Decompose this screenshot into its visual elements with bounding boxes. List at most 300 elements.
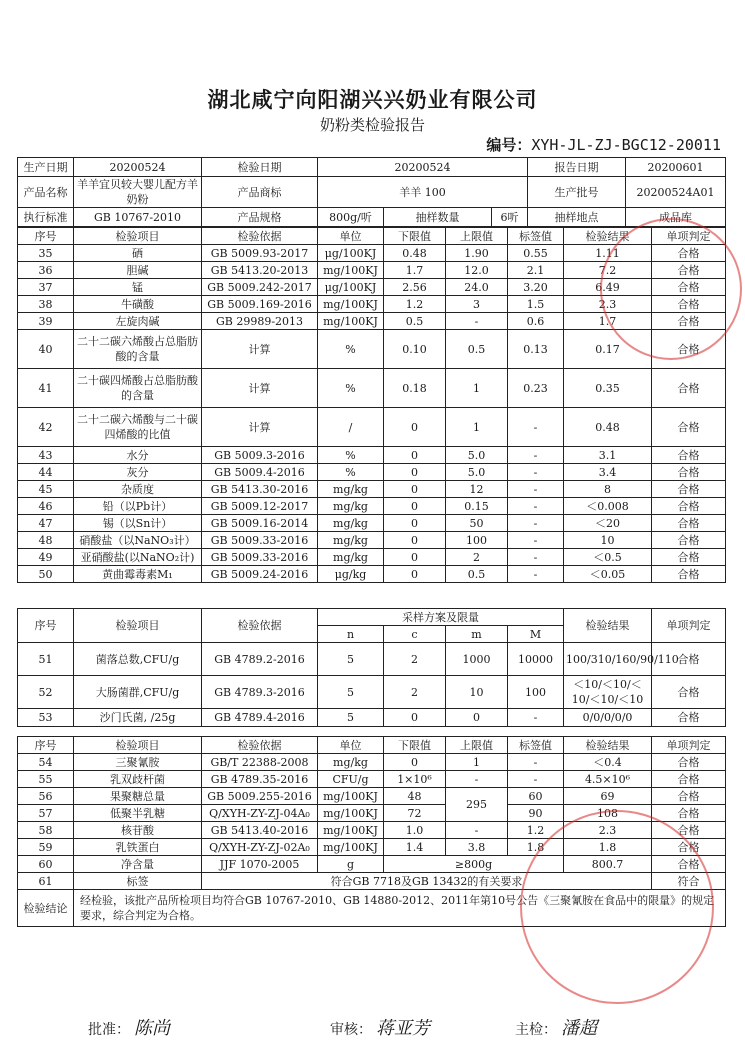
column-header: 上限值: [446, 737, 508, 754]
table-cell: 合格: [652, 330, 726, 369]
table-cell: 1: [446, 754, 508, 771]
inspect-label: 主检：: [515, 1022, 557, 1038]
table-cell: 1.0: [384, 822, 446, 839]
table-cell: 乳双歧杆菌: [74, 771, 202, 788]
table-cell: 0.13: [508, 330, 564, 369]
table-cell: 40: [18, 330, 74, 369]
column-header: 检验项目: [74, 228, 202, 245]
table-cell: 59: [18, 839, 74, 856]
table-cell: 2: [446, 549, 508, 566]
table-cell: 1: [446, 408, 508, 447]
table-cell: 38: [18, 296, 74, 313]
table-cell: 1.2: [508, 822, 564, 839]
table-cell: 硝酸盐（以NaNO₃计）: [74, 532, 202, 549]
table-cell: GB 5009.169-2016: [202, 296, 318, 313]
table-cell: 42: [18, 408, 74, 447]
table-cell: -: [508, 408, 564, 447]
table-cell: 5.0: [446, 447, 508, 464]
table-cell: GB 5009.33-2016: [202, 532, 318, 549]
table-row: [18, 447, 726, 464]
table-cell: 0.48: [564, 408, 652, 447]
table-cell: 杂质度: [74, 481, 202, 498]
table-cell: 计算: [202, 408, 318, 447]
table-cell: 0: [384, 532, 446, 549]
table-cell: 低聚半乳糖: [74, 805, 202, 822]
report-title: 奶粉类检验报告: [319, 116, 425, 134]
table-cell: GB/T 22388-2008: [202, 754, 318, 771]
table-cell: %: [318, 464, 384, 481]
table-cell: g: [318, 856, 384, 873]
table-cell: 2.3: [564, 822, 652, 839]
table-cell: 0.18: [384, 369, 446, 408]
info-row: [18, 177, 726, 208]
table-cell: 合格: [652, 549, 726, 566]
table-cell: GB 5009.12-2017: [202, 498, 318, 515]
table-row: [18, 566, 726, 583]
table-cell: 1000: [446, 643, 508, 676]
table-row: [18, 643, 726, 676]
table-cell: ＜20: [564, 515, 652, 532]
table-cell: GB 5009.93-2017: [202, 245, 318, 262]
column-subheader: n: [318, 626, 384, 643]
table-cell: 牛磺酸: [74, 296, 202, 313]
table-cell: 左旋肉碱: [74, 313, 202, 330]
company-title: 湖北咸宁向阳湖兴兴奶业有限公司: [207, 87, 538, 112]
conclusion-label: 检验结论: [18, 890, 74, 927]
table-cell: 3.8: [446, 839, 508, 856]
table-cell: mg/kg: [318, 481, 384, 498]
table-cell: 果聚糖总量: [74, 788, 202, 805]
table-cell: 57: [18, 805, 74, 822]
table-cell: 符合GB 7718及GB 13432的有关要求: [202, 873, 652, 890]
table-cell: 合格: [652, 788, 726, 805]
column-header: 单位: [318, 228, 384, 245]
table-cell: mg/kg: [318, 549, 384, 566]
table-cell: 45: [18, 481, 74, 498]
table-cell: GB 5413.40-2016: [202, 822, 318, 839]
table-cell: 1.7: [384, 262, 446, 279]
table-cell: 10: [564, 532, 652, 549]
table-cell: GB 4789.4-2016: [202, 709, 318, 727]
table-row: [18, 709, 726, 727]
table-cell: mg/100KJ: [318, 839, 384, 856]
table-row: [18, 515, 726, 532]
table-cell: 0: [384, 464, 446, 481]
table-cell: GB 5413.30-2016: [202, 481, 318, 498]
table-cell: 锡（以Sn计）: [74, 515, 202, 532]
info-label: 产品名称: [18, 177, 74, 208]
table-cell: 0.23: [508, 369, 564, 408]
info-label: 检验日期: [202, 158, 318, 177]
table-cell: 合格: [652, 566, 726, 583]
table-cell: 52: [18, 676, 74, 709]
column-header: 单位: [318, 737, 384, 754]
table-cell: 合格: [652, 515, 726, 532]
table-cell: μg/kg: [318, 566, 384, 583]
column-header: 序号: [18, 228, 74, 245]
table-cell: 50: [18, 566, 74, 583]
info-value: 羊羊宜贝较大婴儿配方羊奶粉: [74, 177, 202, 208]
table-cell: 41: [18, 369, 74, 408]
table-cell: 1.5: [508, 296, 564, 313]
table-cell: 合格: [652, 481, 726, 498]
table-cell: 水分: [74, 447, 202, 464]
table-cell: 100/310/160/90/110: [564, 643, 652, 676]
table-cell: -: [508, 566, 564, 583]
table-cell: 2.1: [508, 262, 564, 279]
table-cell: 菌落总数,CFU/g: [74, 643, 202, 676]
table-cell: 0.55: [508, 245, 564, 262]
table-row: [18, 771, 726, 788]
table-cell: 合格: [652, 856, 726, 873]
table-cell: 0: [384, 566, 446, 583]
table-cell: mg/100KJ: [318, 313, 384, 330]
table-cell: 合格: [652, 245, 726, 262]
table-cell: 1.8: [508, 839, 564, 856]
column-header: 单项判定: [652, 228, 726, 245]
table-cell: 锰: [74, 279, 202, 296]
table-cell: mg/kg: [318, 515, 384, 532]
column-header: 标签值: [508, 737, 564, 754]
table-cell: GB 5009.24-2016: [202, 566, 318, 583]
table-cell: ＜0.05: [564, 566, 652, 583]
info-label: 执行标准: [18, 208, 74, 227]
table-cell: 乳铁蛋白: [74, 839, 202, 856]
table-cell: 2.3: [564, 296, 652, 313]
table-cell: 合格: [652, 313, 726, 330]
table-row: [18, 549, 726, 566]
table-cell: 1.8: [564, 839, 652, 856]
table-cell: 合格: [652, 279, 726, 296]
table-cell: 0.6: [508, 313, 564, 330]
stamp-seal-top: [600, 218, 742, 360]
table-cell: ＜0.4: [564, 754, 652, 771]
table-cell: 0: [384, 498, 446, 515]
table-cell: 合格: [652, 839, 726, 856]
table-cell: 56: [18, 788, 74, 805]
table-cell: mg/100KJ: [318, 788, 384, 805]
table-cell: 90: [508, 805, 564, 822]
table-cell: 0: [446, 709, 508, 727]
table-cell: 49: [18, 549, 74, 566]
table-cell: 50: [446, 515, 508, 532]
info-value: GB 10767-2010: [74, 208, 202, 227]
table-cell: 58: [18, 822, 74, 839]
table-cell: 0.10: [384, 330, 446, 369]
table-cell: mg/100KJ: [318, 822, 384, 839]
info-label: 生产日期: [18, 158, 74, 177]
table-cell: 2: [384, 676, 446, 709]
table-cell: 1.7: [564, 313, 652, 330]
table-cell: 51: [18, 643, 74, 676]
table-cell: 1.2: [384, 296, 446, 313]
table-cell: Q/XYH-ZY-ZJ-04A₀: [202, 805, 318, 822]
column-header: 上限值: [446, 228, 508, 245]
table-cell: 合格: [652, 805, 726, 822]
table-cell: 硒: [74, 245, 202, 262]
table-cell: 48: [384, 788, 446, 805]
table-cell: -: [508, 447, 564, 464]
info-value: 成品库: [626, 208, 726, 227]
table-cell: -: [508, 498, 564, 515]
table-cell: GB 29989-2013: [202, 313, 318, 330]
table-cell: 800.7: [564, 856, 652, 873]
table-cell: 0: [384, 709, 446, 727]
inspect-name: 潘超: [561, 1018, 597, 1039]
table-cell: 12: [446, 481, 508, 498]
table-row: [18, 408, 726, 447]
column-subheader: c: [384, 626, 446, 643]
table-cell: GB 4789.2-2016: [202, 643, 318, 676]
inspector-signature: [515, 1014, 597, 1040]
table-cell: 1: [446, 369, 508, 408]
stamp-seal-bottom: [520, 810, 714, 1004]
table-cell: 0: [384, 754, 446, 771]
table-cell: %: [318, 330, 384, 369]
table-row: [18, 676, 726, 709]
info-value: 6听: [492, 208, 528, 227]
table-cell: ＜10/＜10/＜10/＜10/＜10: [564, 676, 652, 709]
table-cell: -: [508, 515, 564, 532]
table-cell: -: [508, 481, 564, 498]
info-label: 产品规格: [202, 208, 318, 227]
table-cell: GB 5009.242-2017: [202, 279, 318, 296]
column-header: 检验依据: [202, 228, 318, 245]
column-header: 下限值: [384, 228, 446, 245]
table-cell: 灰分: [74, 464, 202, 481]
table-cell: GB 5009.33-2016: [202, 549, 318, 566]
table-row: [18, 481, 726, 498]
table-cell: GB 5009.3-2016: [202, 447, 318, 464]
table-cell: -: [508, 549, 564, 566]
table-cell: 5: [318, 643, 384, 676]
table-cell: 二十碳四烯酸占总脂肪酸的含量: [74, 369, 202, 408]
column-header: 序号: [18, 609, 74, 643]
table-cell: -: [446, 822, 508, 839]
table-row: [18, 498, 726, 515]
table-cell: 0: [384, 515, 446, 532]
table-cell: 24.0: [446, 279, 508, 296]
table-cell: 54: [18, 754, 74, 771]
table-cell: 合格: [652, 643, 726, 676]
column-subheader: m: [446, 626, 508, 643]
table-cell: 46: [18, 498, 74, 515]
table-cell: 39: [18, 313, 74, 330]
table-cell: 1×10⁶: [384, 771, 446, 788]
table-cell: 61: [18, 873, 74, 890]
doc-number: [486, 134, 721, 155]
table-cell: mg/100KJ: [318, 296, 384, 313]
table-cell: 合格: [652, 447, 726, 464]
table-cell: GB 4789.3-2016: [202, 676, 318, 709]
column-header: 标签值: [508, 228, 564, 245]
table-cell: 4.5×10⁶: [564, 771, 652, 788]
table-cell: 12.0: [446, 262, 508, 279]
table-cell: 3.1: [564, 447, 652, 464]
table-cell: 69: [564, 788, 652, 805]
table-cell: μg/100KJ: [318, 245, 384, 262]
table-cell: GB 4789.35-2016: [202, 771, 318, 788]
table-cell: 10000: [508, 643, 564, 676]
table-cell: 53: [18, 709, 74, 727]
column-header: 采样方案及限量: [318, 609, 564, 626]
info-label: 抽样数量: [384, 208, 492, 227]
table-cell: 0.48: [384, 245, 446, 262]
table-cell: 沙门氏菌, /25g: [74, 709, 202, 727]
table-cell: 108: [564, 805, 652, 822]
table-cell: %: [318, 447, 384, 464]
reviewer-signature: [330, 1014, 430, 1040]
table-cell: 100: [508, 676, 564, 709]
table-cell: -: [508, 709, 564, 727]
table-cell: 3.4: [564, 464, 652, 481]
table-cell: 5: [318, 676, 384, 709]
table-cell: 三聚氰胺: [74, 754, 202, 771]
info-label: 报告日期: [528, 158, 626, 177]
table-cell: 60: [18, 856, 74, 873]
info-value: 20200601: [626, 158, 726, 177]
conclusion-text: 经检验，该批产品所检项目均符合GB 10767-2010、GB 14880-2012、2011年第10号公告《三聚氰胺在食品中的限量》的规定要求，综合判定为合格。: [74, 890, 726, 927]
table-cell: 黄曲霉毒素M₁: [74, 566, 202, 583]
table-header-row: [18, 737, 726, 754]
review-label: 审核：: [330, 1022, 372, 1038]
table-cell: 铅（以Pb计）: [74, 498, 202, 515]
table-cell: 0: [384, 481, 446, 498]
table-cell: -: [446, 771, 508, 788]
column-header: 下限值: [384, 737, 446, 754]
table-cell: 37: [18, 279, 74, 296]
info-value: 800g/听: [318, 208, 384, 227]
table-cell: 标签: [74, 873, 202, 890]
table-cell: 0: [384, 549, 446, 566]
table-cell: 60: [508, 788, 564, 805]
table-cell: 净含量: [74, 856, 202, 873]
doc-number-value: XYH-JL-ZJ-BGC12-20011: [531, 136, 721, 154]
table-cell: 合格: [652, 822, 726, 839]
table-cell: mg/kg: [318, 498, 384, 515]
info-value: 20200524: [74, 158, 202, 177]
column-header: 检验依据: [202, 609, 318, 643]
table-row: [18, 788, 726, 805]
table-cell: μg/100KJ: [318, 279, 384, 296]
column-header: 检验依据: [202, 737, 318, 754]
table-cell: mg/100KJ: [318, 805, 384, 822]
table-cell: 8: [564, 481, 652, 498]
table-cell: 55: [18, 771, 74, 788]
table-cell: -: [508, 464, 564, 481]
table-cell: mg/kg: [318, 754, 384, 771]
table-cell: 2: [384, 643, 446, 676]
table-cell: 47: [18, 515, 74, 532]
table-cell: 合格: [652, 262, 726, 279]
table-cell: -: [446, 313, 508, 330]
table-cell: ＜0.5: [564, 549, 652, 566]
results-table-micro: [17, 608, 726, 727]
table-row: [18, 532, 726, 549]
table-cell: 合格: [652, 676, 726, 709]
table-cell: GB 5413.20-2013: [202, 262, 318, 279]
table-cell: GB 5009.255-2016: [202, 788, 318, 805]
table-cell: 1.4: [384, 839, 446, 856]
table-cell: 100: [446, 532, 508, 549]
table-cell: 大肠菌群,CFU/g: [74, 676, 202, 709]
table-cell: 295: [446, 788, 508, 822]
table-cell: -: [508, 754, 564, 771]
table-cell: /: [318, 408, 384, 447]
column-subheader: M: [508, 626, 564, 643]
table-cell: 合格: [652, 532, 726, 549]
table-cell: 72: [384, 805, 446, 822]
table-cell: GB 5009.16-2014: [202, 515, 318, 532]
table-cell: 43: [18, 447, 74, 464]
table-cell: 0.5: [446, 330, 508, 369]
table-cell: 合格: [652, 498, 726, 515]
table-cell: 二十二碳六烯酸与二十碳四烯酸的比值: [74, 408, 202, 447]
table-cell: 35: [18, 245, 74, 262]
table-cell: CFU/g: [318, 771, 384, 788]
column-header: 检验结果: [564, 228, 652, 245]
table-cell: Q/XYH-ZY-ZJ-02A₀: [202, 839, 318, 856]
table-row: [18, 754, 726, 771]
table-cell: 0.35: [564, 369, 652, 408]
table-cell: ≥800g: [384, 856, 564, 873]
info-label: 产品商标: [202, 177, 318, 208]
info-value: 羊羊 100: [318, 177, 528, 208]
approve-label: 批准：: [88, 1022, 130, 1038]
table-cell: 5.0: [446, 464, 508, 481]
table-cell: 5: [318, 709, 384, 727]
table-cell: 3: [446, 296, 508, 313]
info-row: [18, 208, 726, 227]
table-cell: 合格: [652, 369, 726, 408]
table-cell: 2.56: [384, 279, 446, 296]
table-cell: 二十二碳六烯酸占总脂肪酸的含量: [74, 330, 202, 369]
table-cell: 0.5: [446, 566, 508, 583]
table-cell: 计算: [202, 369, 318, 408]
info-table: [17, 157, 726, 227]
table-header-row: [18, 609, 726, 626]
table-cell: 1.90: [446, 245, 508, 262]
table-cell: 36: [18, 262, 74, 279]
table-cell: 48: [18, 532, 74, 549]
doc-number-label: 编号：: [486, 136, 532, 154]
table-cell: 亚硝酸盐(以NaNO₂计): [74, 549, 202, 566]
table-cell: 合格: [652, 754, 726, 771]
table-cell: 0.5: [384, 313, 446, 330]
table-cell: ＜0.008: [564, 498, 652, 515]
table-cell: 0: [384, 447, 446, 464]
info-value: 20200524: [318, 158, 528, 177]
table-cell: 0: [384, 408, 446, 447]
info-value: 20200524A01: [626, 177, 726, 208]
approve-name: 陈尚: [134, 1018, 170, 1039]
info-label: 抽样地点: [528, 208, 626, 227]
table-cell: -: [508, 532, 564, 549]
table-row: [18, 369, 726, 408]
table-cell: 合格: [652, 771, 726, 788]
approver-signature: [88, 1014, 170, 1040]
table-cell: 0.15: [446, 498, 508, 515]
column-header: 检验结果: [564, 609, 652, 643]
table-cell: 0/0/0/0/0: [564, 709, 652, 727]
info-label: 生产批号: [528, 177, 626, 208]
table-cell: 0.17: [564, 330, 652, 369]
info-row: [18, 158, 726, 177]
table-row: [18, 464, 726, 481]
table-cell: 合格: [652, 296, 726, 313]
table-cell: 10: [446, 676, 508, 709]
table-cell: 7.2: [564, 262, 652, 279]
